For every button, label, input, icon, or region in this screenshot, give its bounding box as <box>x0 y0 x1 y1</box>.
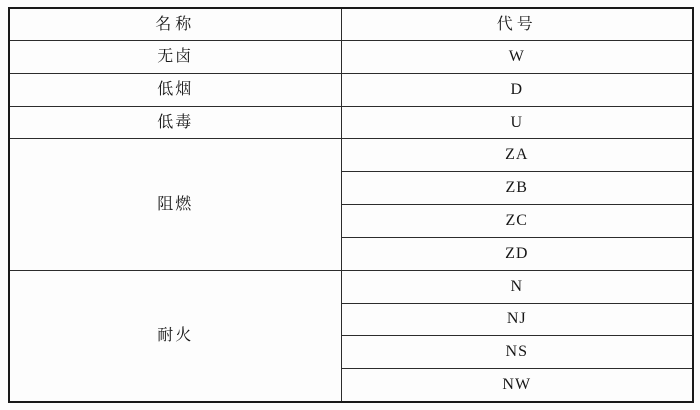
code-cell: N <box>341 270 693 303</box>
name-cell-merged: 阻燃 <box>9 139 341 270</box>
code-cell: W <box>341 41 693 74</box>
code-cell: ZB <box>341 172 693 205</box>
code-cell: D <box>341 73 693 106</box>
table-header-row <box>9 8 693 41</box>
cable-property-code-table <box>8 7 694 403</box>
name-cell: 低毒 <box>9 106 341 139</box>
code-cell: ZD <box>341 237 693 270</box>
code-cell: ZA <box>341 139 693 172</box>
code-cell: NW <box>341 369 693 402</box>
column-header-code: 代号 <box>341 8 693 41</box>
name-cell: 低烟 <box>9 73 341 106</box>
code-cell: NS <box>341 336 693 369</box>
column-header-name: 名称 <box>9 8 341 41</box>
name-cell: 无卤 <box>9 41 341 74</box>
table-row <box>9 270 693 303</box>
name-cell-merged: 耐火 <box>9 270 341 402</box>
code-cell: ZC <box>341 205 693 238</box>
table-row <box>9 139 693 172</box>
table-row <box>9 106 693 139</box>
table-row <box>9 73 693 106</box>
table-row <box>9 41 693 74</box>
code-cell: NJ <box>341 303 693 336</box>
code-cell: U <box>341 106 693 139</box>
